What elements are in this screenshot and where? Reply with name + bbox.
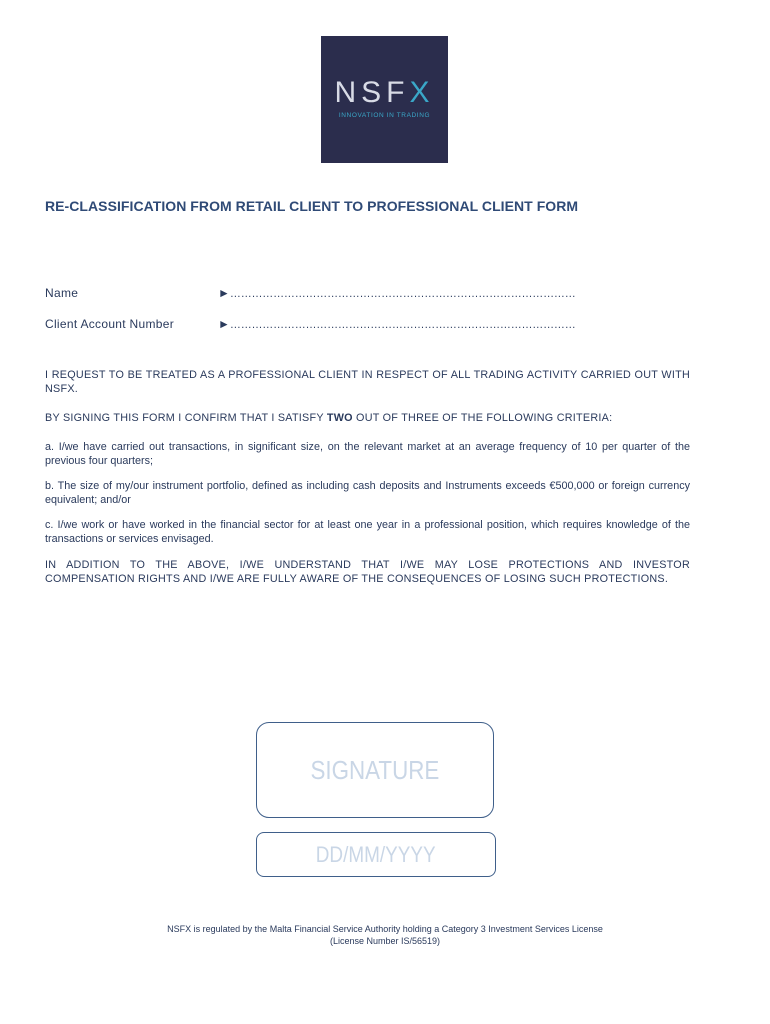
- signature-box[interactable]: [256, 722, 494, 818]
- arrow-marker-icon: ►: [218, 286, 230, 300]
- confirm-emphasis: TWO: [326, 412, 353, 424]
- request-statement: I REQUEST TO BE TREATED AS A PROFESSIONAL CLIENT IN RESPECT OF ALL TRADING ACTIVITY CARRIED OUT WITH NSFX.: [45, 369, 690, 395]
- confirm-statement: BY SIGNING THIS FORM I CONFIRM THAT I SATISFY TWO OUT OF THREE OF THE FOLLOWING CRITERIA:: [45, 412, 613, 424]
- logo-tagline: INNOVATION IN TRADING: [338, 112, 431, 119]
- criterion-b: b. The size of my/our instrument portfolio, defined as including cash deposits and Instruments exceeds €500,000 or foreign currency equivalent; and/or: [45, 480, 690, 506]
- criterion-c: c. I/we work or have worked in the financial sector for at least one year in a professional position, which requires knowledge of the transactions or services envisaged.: [45, 519, 690, 545]
- name-label: Name: [45, 286, 79, 300]
- date-field[interactable]: [256, 832, 496, 877]
- criterion-a: a. I/we have carried out transactions, in significant size, on the relevant market at an average frequency of 10 per quarter of the previous four quarters;: [45, 441, 690, 467]
- logo-wordmark: NSFX: [334, 76, 435, 109]
- addition-statement: IN ADDITION TO THE ABOVE, I/WE UNDERSTAND THAT I/WE MAY LOSE PROTECTIONS AND INVESTOR COMPENSATION RIGHTS AND I/WE ARE FULLY AWARE OF THE CONSEQUENCES OF LOSING SUCH PROTECTIONS.: [45, 559, 690, 585]
- name-field[interactable]: ►……………………………………………………………………………………: [218, 286, 576, 300]
- date-placeholder: DD/MM/YYYY: [316, 841, 436, 867]
- signature-placeholder: SIGNATURE: [310, 754, 440, 785]
- client-account-number-field[interactable]: ►……………………………………………………………………………………: [218, 317, 576, 331]
- license-number: (License Number IS/56519): [329, 936, 441, 946]
- client-account-number-label: Client Account Number: [45, 317, 175, 331]
- arrow-marker-icon: ►: [218, 317, 230, 331]
- regulatory-notice: NSFX is regulated by the Malta Financial Service Authority holding a Category 3 Investment Services License: [167, 924, 603, 934]
- nsfx-logo: [321, 36, 448, 163]
- form-title: RE-CLASSIFICATION FROM RETAIL CLIENT TO PROFESSIONAL CLIENT FORM: [45, 198, 579, 214]
